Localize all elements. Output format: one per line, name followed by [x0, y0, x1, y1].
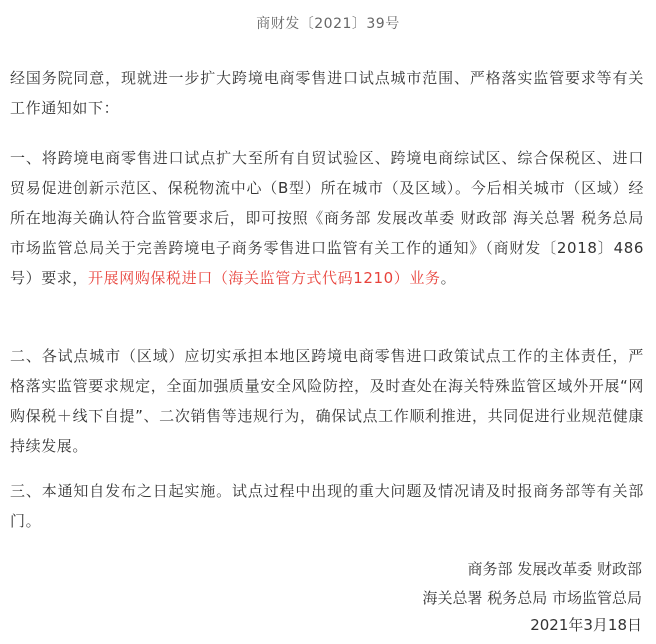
section-one-highlight: 开展网购保税进口（海关监管方式代码1210）业务 [88, 269, 441, 287]
intro-paragraph: 经国务院同意，现就进一步扩大跨境电商零售进口试点城市范围、严格落实监管要求等有关工作通知如下： [10, 69, 644, 117]
document-number: 商财发〔2021〕39号 [256, 16, 400, 32]
section-one-paragraph [10, 143, 644, 293]
signature-date: 2021年3月18日 [530, 616, 642, 634]
signature-issuers-line-2: 海关总署 税务总局 市场监管总局 [422, 589, 642, 607]
section-one-tail: 。 [440, 269, 457, 287]
section-two-paragraph: 二、各试点城市（区域）应切实承担本地区跨境电商零售进口政策试点工作的主体责任，严格落实监管要求规定，全面加强质量安全风险防控，及时查处在海关特殊监管区域外开展“网购保税＋线下自提”、二次销售等违规行为，确保试点工作顺利推进，共同促进行业规范健康持续发展。 [10, 347, 644, 455]
section-three-paragraph: 三、本通知自发布之日起实施。试点过程中出现的重大问题及情况请及时报商务部等有关部门。 [10, 482, 644, 530]
signature-issuers-line-1: 商务部 发展改革委 财政部 [467, 560, 642, 578]
section-one-text: 一、将跨境电商零售进口试点扩大至所有自贸试验区、跨境电商综试区、综合保税区、进口贸易促进创新示范区、保税物流中心（B型）所在城市（及区域）。今后相关城市（区域）经所在地海关确认符合监管要求后，即可按照《商务部 发展改革委 财政部 海关总署 税务总局 市场监管总局关于完善跨境电子商务零售进口监管有关工作的通知》（商财发〔2018〕486号）要求， [10, 149, 644, 287]
